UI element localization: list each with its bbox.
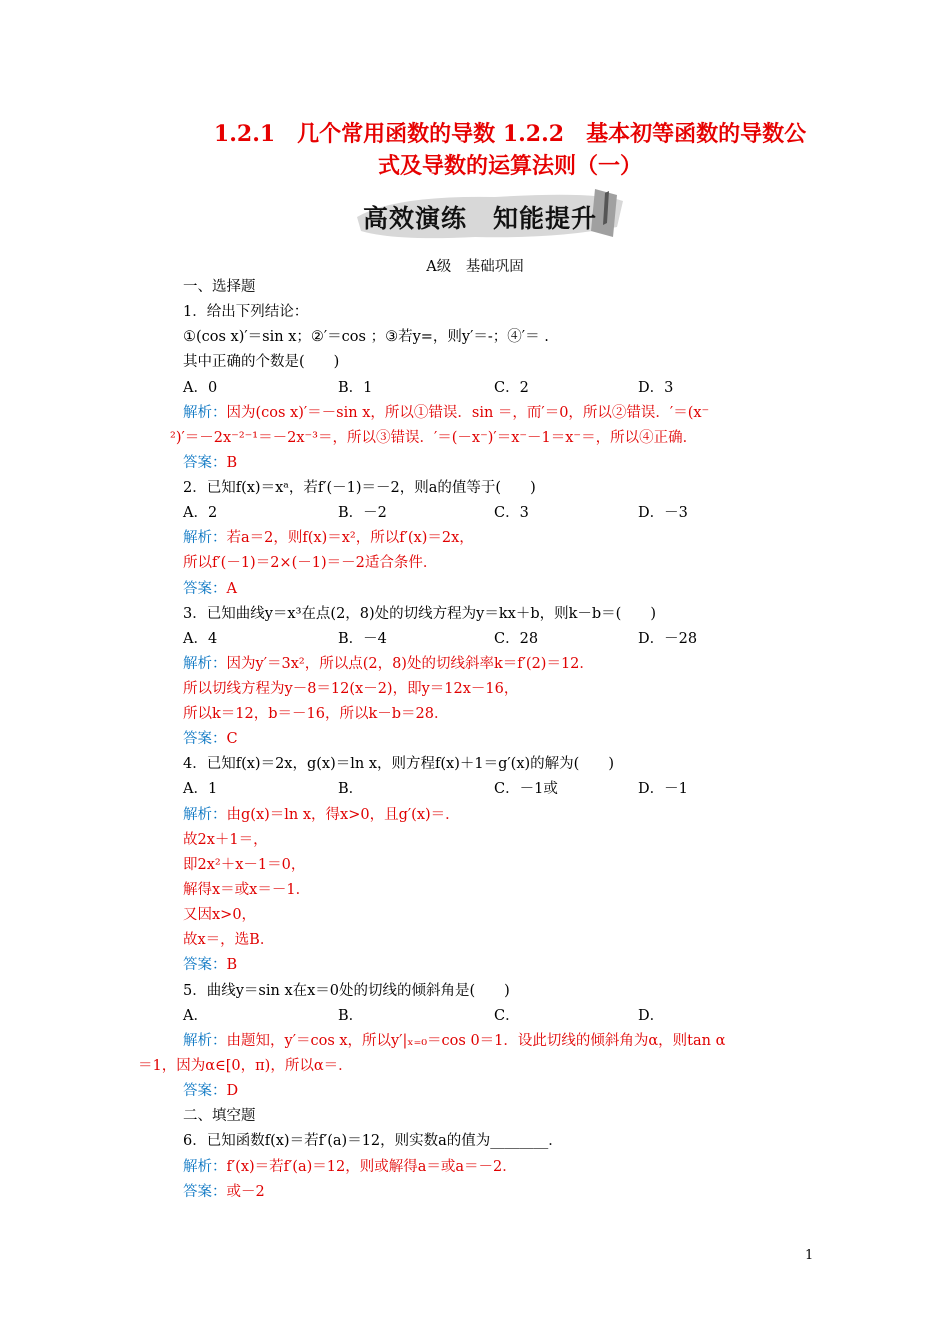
answer-label: 答案： <box>183 1184 227 1200</box>
answer-value: A <box>226 581 237 597</box>
explanation-label: 解析： <box>183 1033 227 1049</box>
q5-explanation-1 <box>183 1031 725 1051</box>
q4-option-a: A．1 <box>183 781 218 797</box>
q2-stem: 2．已知f(x)＝xᵃ，若f′(－1)＝－2，则a的值等于( ) <box>183 480 536 496</box>
q4-answer <box>183 955 237 975</box>
q4-explanation-5: 又因x>0， <box>183 907 257 923</box>
q1-ask: 其中正确的个数是( ) <box>183 354 340 370</box>
q1-option-b: B．1 <box>338 380 373 396</box>
answer-value: D <box>226 1083 239 1099</box>
explanation-text: 由g(x)＝ln x，得x>0，且g′(x)＝． <box>226 807 460 823</box>
q4-explanation-2: 故2x＋1＝， <box>183 832 268 848</box>
answer-label: 答案： <box>183 957 227 973</box>
q1-option-a: A．0 <box>183 380 218 396</box>
explanation-text: 因为y′＝3x²，所以点(2，8)处的切线斜率k＝f′(2)＝12． <box>226 656 594 672</box>
q5-option-a: A． <box>183 1008 208 1024</box>
explanation-label: 解析： <box>183 656 227 672</box>
answer-label: 答案： <box>183 1083 227 1099</box>
q5-option-b: B． <box>338 1008 364 1024</box>
level-heading: A级 基础巩固 <box>426 259 524 275</box>
explanation-text: f′(x)＝若f′(a)＝12，则或解得a＝或a＝－2． <box>226 1159 517 1175</box>
q2-option-b: B．－2 <box>338 505 387 521</box>
q4-explanation-4: 解得x＝或x＝－1． <box>183 882 311 898</box>
explanation-label: 解析： <box>183 1159 227 1175</box>
q2-option-c: C．3 <box>494 505 529 521</box>
banner-text: 高效演练 知能提升 <box>363 204 598 233</box>
q5-option-c: C． <box>494 1008 520 1024</box>
q1-option-c: C．2 <box>494 380 529 396</box>
answer-label: 答案： <box>183 581 227 597</box>
explanation-label: 解析： <box>183 405 227 421</box>
page-number: 1 <box>805 1248 814 1263</box>
q4-stem: 4．已知f(x)＝2x，g(x)＝ln x，则方程f(x)＋1＝g′(x)的解为( ) <box>183 756 614 772</box>
answer-value: 或－2 <box>226 1184 265 1200</box>
title-line-2: 式及导数的运算法则（一） <box>377 153 642 179</box>
banner <box>355 187 635 245</box>
q5-option-d: D． <box>638 1008 665 1024</box>
q3-option-b: B．－4 <box>338 631 387 647</box>
q3-explanation-1 <box>183 654 594 674</box>
q2-explanation-2: 所以f′(－1)＝2×(－1)＝－2适合条件． <box>183 555 438 571</box>
q1-explanation-2: ²)′＝－2x⁻²⁻¹＝－2x⁻³＝，所以③错误．′＝(－x⁻)′＝x⁻－1＝x⁻＝，所以④正确． <box>170 430 698 446</box>
title-line-1: 1.2.1 几个常用函数的导数 1.2.2 基本初等函数的导数公 <box>213 121 807 147</box>
q5-explanation-2: ＝1，因为α∈[0，π)，所以α＝． <box>138 1058 353 1074</box>
explanation-text: 因为(cos x)′＝－sin x，所以①错误．sin ＝，而′＝0，所以②错误．′＝(x⁻ <box>226 405 710 421</box>
explanation-text: 若a＝2，则f(x)＝x²，所以f′(x)＝2x， <box>226 530 474 546</box>
q5-stem: 5．曲线y＝sin x在x＝0处的切线的倾斜角是( ) <box>183 983 510 999</box>
q6-explanation-1 <box>183 1157 517 1177</box>
q3-explanation-3: 所以k＝12，b＝－16，所以k－b＝28． <box>183 706 449 722</box>
q2-explanation-1 <box>183 528 474 548</box>
q1-items: ①(cos x)′＝sin x；②′＝cos ；③若y=，则y′＝-；④′＝ . <box>183 329 549 345</box>
answer-label: 答案： <box>183 455 227 471</box>
q2-option-d: D．－3 <box>638 505 688 521</box>
q3-answer <box>183 729 238 749</box>
q3-explanation-2: 所以切线方程为y－8＝12(x－2)，即y＝12x－16， <box>183 681 519 697</box>
q1-explanation-1 <box>183 403 709 423</box>
explanation-label: 解析： <box>183 807 227 823</box>
q1-stem: 1．给出下列结论： <box>183 304 309 320</box>
q1-answer <box>183 453 237 473</box>
q1-option-d: D．3 <box>638 380 674 396</box>
q3-stem: 3．已知曲线y＝x³在点(2，8)处的切线方程为y＝kx＋b，则k－b＝( ) <box>183 606 656 622</box>
q4-option-d: D．－1 <box>638 781 688 797</box>
explanation-label: 解析： <box>183 530 227 546</box>
explanation-text: 由题知，y′＝cos x，所以y′|ₓ₌₀＝cos 0＝1．设此切线的倾斜角为α，则tan α <box>226 1033 726 1049</box>
q4-explanation-1 <box>183 805 460 825</box>
q3-option-c: C．28 <box>494 631 539 647</box>
q2-answer <box>183 579 237 599</box>
answer-label: 答案： <box>183 731 227 747</box>
answer-value: C <box>226 731 238 747</box>
q4-explanation-6: 故x＝，选B． <box>183 932 275 948</box>
answer-value: B <box>226 957 238 973</box>
section-choice: 一、选择题 <box>183 279 256 295</box>
q4-option-b: B． <box>338 781 364 797</box>
answer-value: B <box>226 455 238 471</box>
q3-option-a: A．4 <box>183 631 218 647</box>
q5-answer <box>183 1081 238 1101</box>
q4-explanation-3: 即2x²＋x－1＝0， <box>183 857 306 873</box>
q6-answer <box>183 1182 265 1202</box>
q4-option-c: C．－1或 <box>494 781 558 797</box>
section-fill-blank: 二、填空题 <box>183 1108 256 1124</box>
q6-stem: 6．已知函数f(x)＝若f′(a)＝12，则实数a的值为________． <box>183 1133 563 1149</box>
q2-option-a: A．2 <box>183 505 218 521</box>
q3-option-d: D．－28 <box>638 631 698 647</box>
